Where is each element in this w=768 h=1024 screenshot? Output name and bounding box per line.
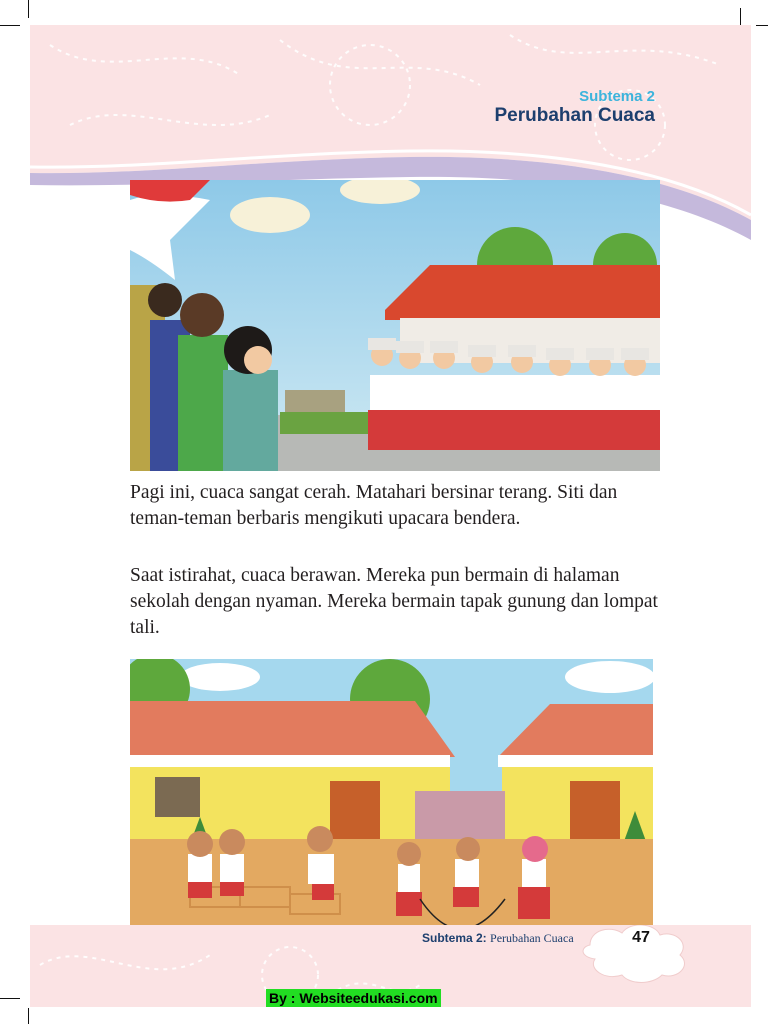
page-number: 47 [632,929,650,946]
crop-mark [0,25,20,26]
crop-mark [0,998,20,999]
footer-subtema-name: Perubahan Cuaca [490,931,574,945]
crop-mark [28,1008,29,1024]
footer-subtema-number: Subtema 2: [422,931,487,945]
crop-mark [740,8,741,26]
crop-mark [756,25,768,26]
paragraph-morning: Pagi ini, cuaca sangat cerah. Matahari bersinar terang. Siti dan teman-teman berbaris mengikuti upacara bendera. [130,482,618,529]
crop-mark [28,0,29,18]
illustration-flag-ceremony [130,180,660,471]
footer-subtema [422,931,574,946]
illustration-schoolyard-play [130,659,653,925]
paragraph-break: Saat istirahat, cuaca berawan. Mereka pun bermain di halaman sekolah dengan nyaman. Mereka bermain tapak gunung dan lompat tali. [130,565,658,638]
book-page [30,25,751,1007]
subtema-label: Subtema 2 [579,88,655,105]
subtema-title: Perubahan Cuaca [494,105,655,126]
watermark: By : Websiteedukasi.com [266,989,441,1007]
